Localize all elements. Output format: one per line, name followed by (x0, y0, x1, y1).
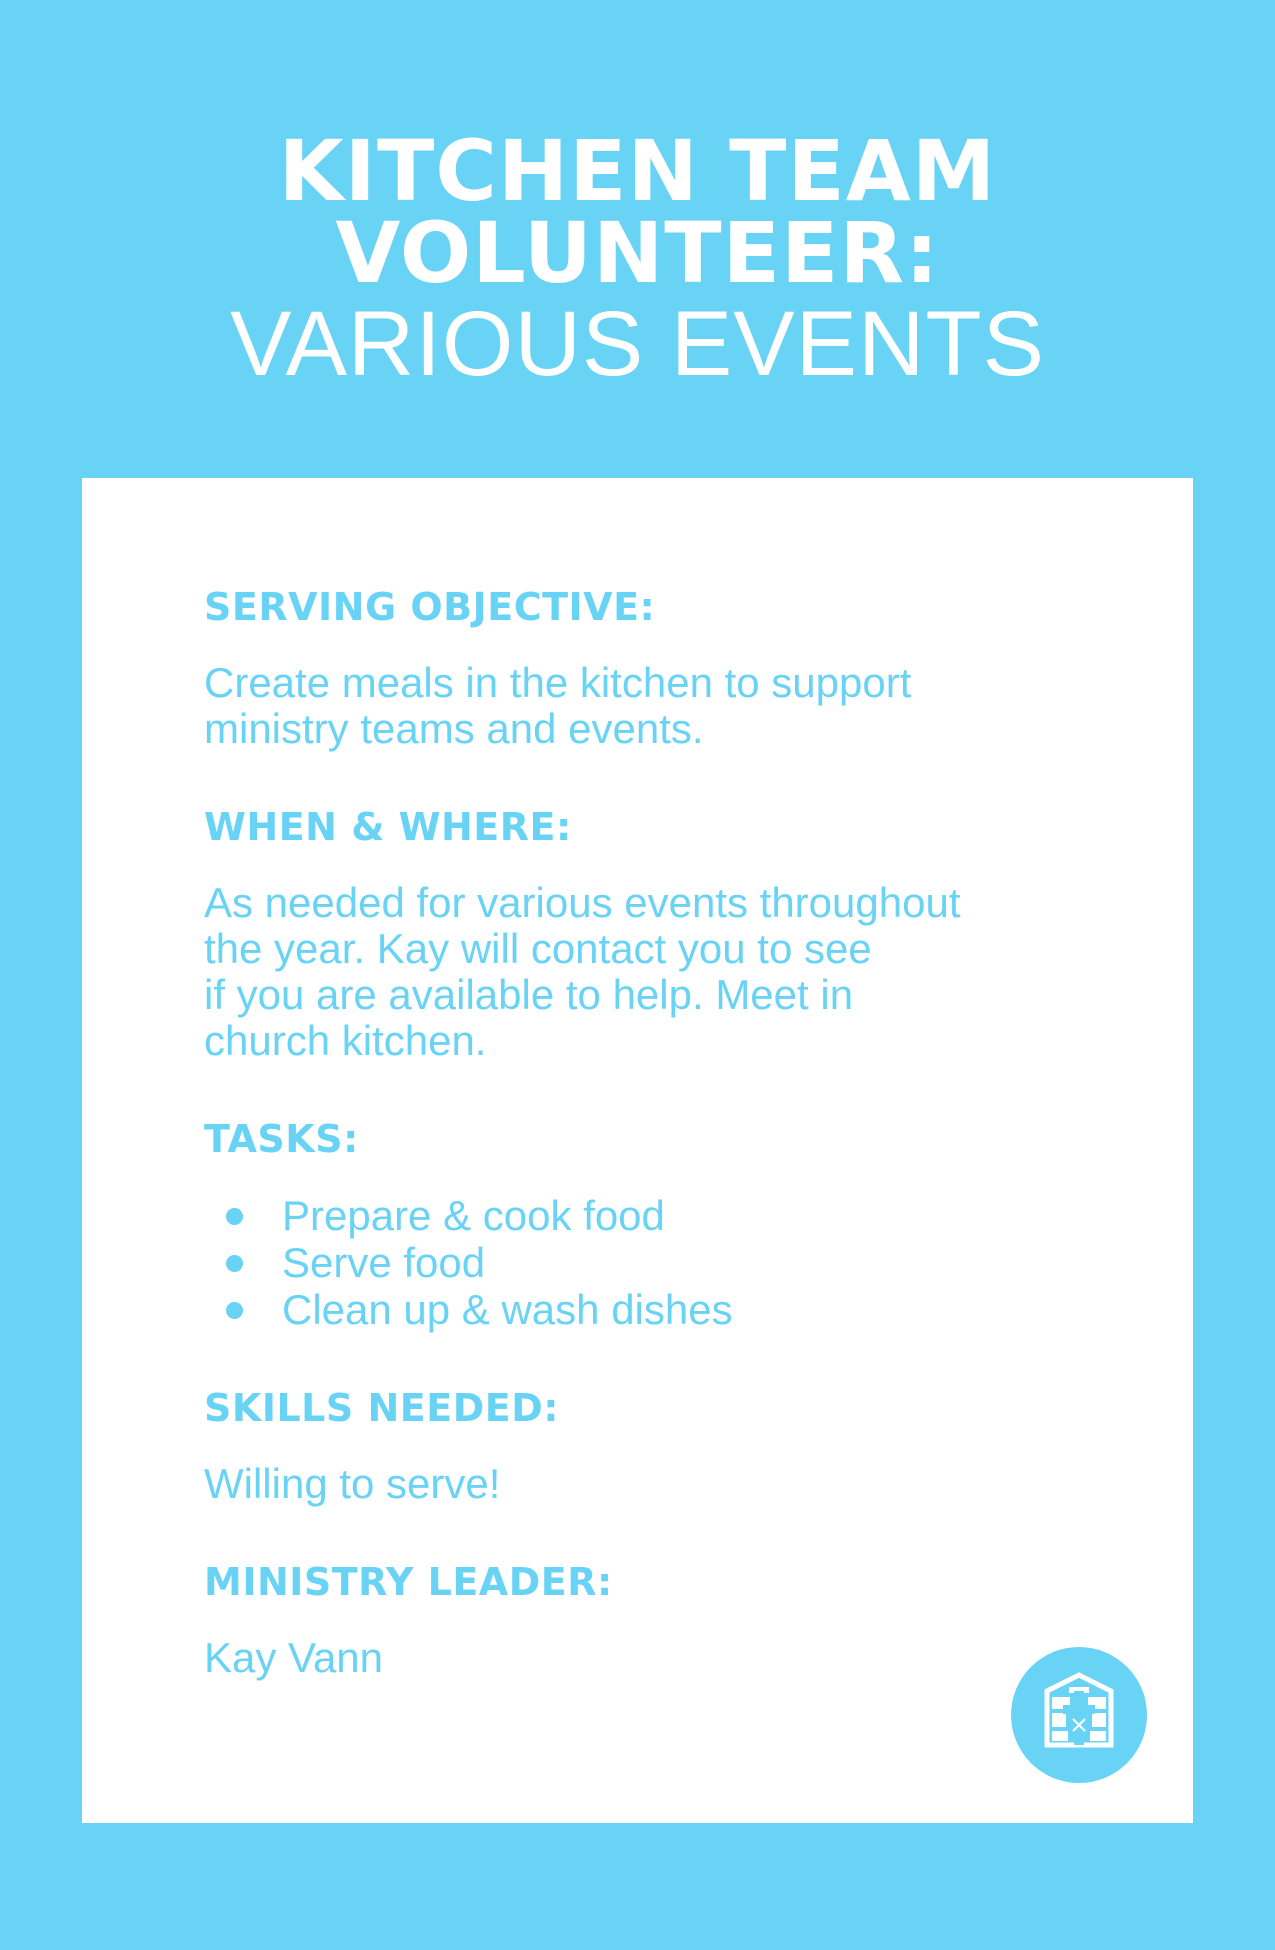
section-skills (204, 1385, 1104, 1507)
task-label: Serve food (282, 1239, 486, 1286)
leader-heading: MINISTRY LEADER: (204, 1560, 613, 1604)
when-where-line: As needed for various events throughout (204, 879, 961, 926)
card-content (204, 584, 1104, 1681)
task-list (204, 1192, 1104, 1333)
subtitle: VARIOUS EVENTS (230, 293, 1045, 395)
leader-name: Kay Vann (204, 1634, 384, 1681)
skills-heading: SKILLS NEEDED: (204, 1386, 559, 1430)
objective-line: Create meals in the kitchen to support (204, 659, 912, 706)
section-objective (204, 584, 1104, 752)
when-where-line: church kitchen. (204, 1017, 487, 1064)
bullet-icon (226, 1255, 243, 1272)
church-logo (1011, 1647, 1147, 1783)
section-when-where (204, 804, 1104, 1064)
when-where-heading: WHEN & WHERE: (204, 805, 572, 849)
title-line-1: KITCHEN TEAM (278, 122, 997, 220)
objective-line: ministry teams and events. (204, 705, 704, 752)
skills-text: Willing to serve! (204, 1460, 501, 1507)
info-card (82, 478, 1193, 1823)
task-label: Clean up & wash dishes (282, 1286, 733, 1333)
when-where-line: if you are available to help. Meet in (204, 971, 854, 1018)
section-leader (204, 1559, 1104, 1681)
bullet-icon (226, 1302, 243, 1319)
list-item (204, 1239, 1104, 1286)
bullet-icon (226, 1208, 243, 1225)
objective-heading: SERVING OBJECTIVE: (204, 585, 656, 629)
section-tasks (204, 1116, 1104, 1333)
task-label: Prepare & cook food (282, 1192, 665, 1239)
page-header (0, 122, 1275, 395)
tasks-heading: TASKS: (204, 1117, 359, 1161)
when-where-line: the year. Kay will contact you to see (204, 925, 872, 972)
title-line-2: VOLUNTEER: (335, 204, 940, 302)
list-item (204, 1192, 1104, 1239)
list-item (204, 1286, 1104, 1333)
church-cross-icon (1011, 1647, 1147, 1783)
